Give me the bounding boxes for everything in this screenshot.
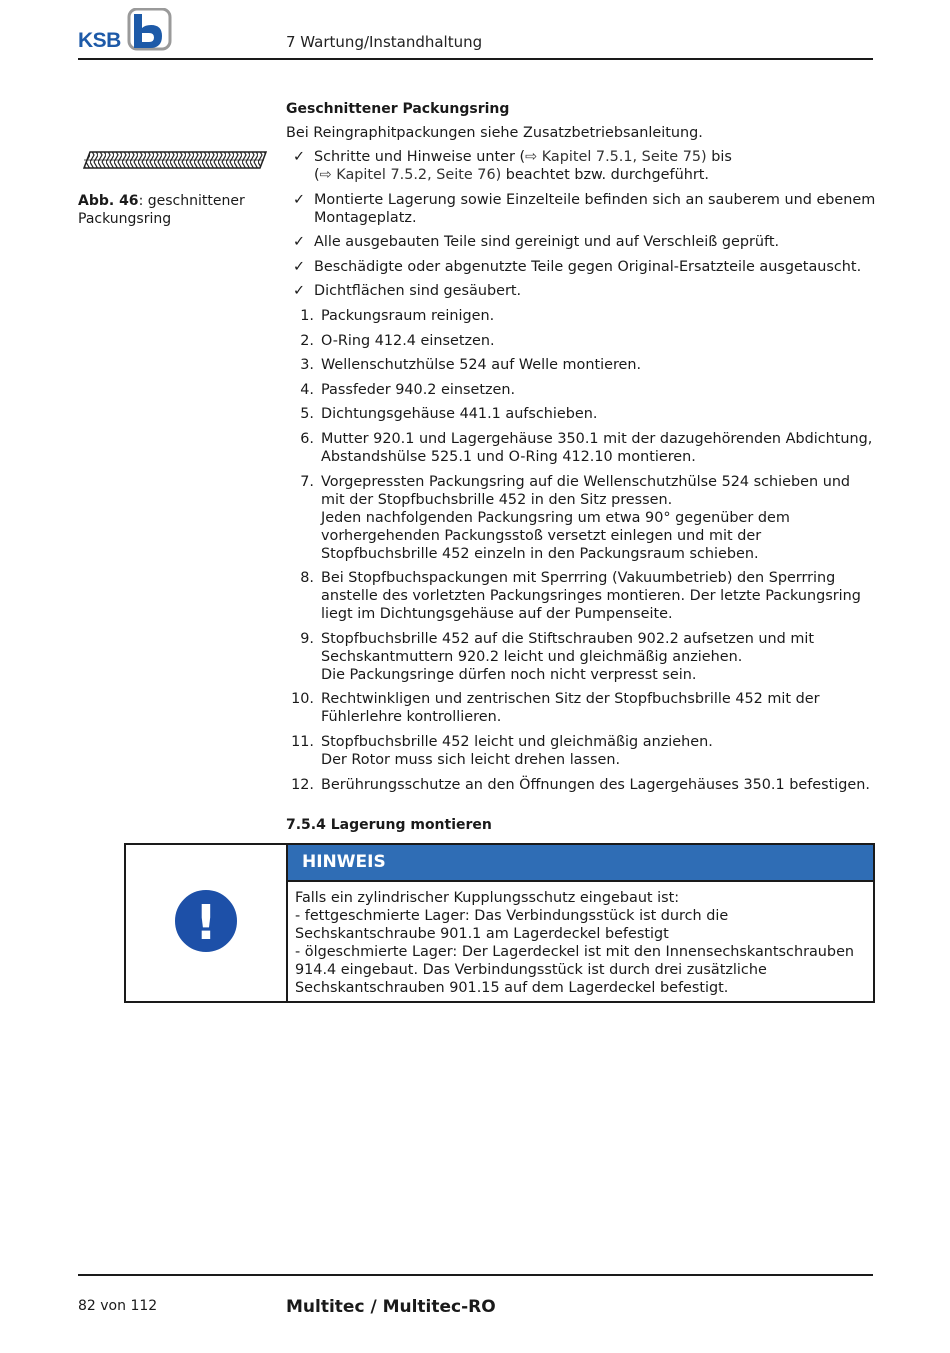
step-number: 11.	[291, 733, 314, 750]
check-icon: ✓	[293, 191, 306, 208]
check-text: Alle ausgebauten Teile sind gereinigt und auf Verschleiß geprüft.	[314, 234, 780, 251]
step-item	[286, 405, 876, 423]
step-text: Passfeder 940.2 einsetzen.	[321, 381, 516, 398]
step-number: 6.	[300, 430, 314, 447]
check-text: Montierte Lagerung sowie Einzelteile befinden sich an sauberem und ebenem Montageplatz.	[314, 191, 876, 226]
step-item	[286, 332, 876, 350]
header-rule	[78, 58, 873, 60]
step-number: 7.	[300, 473, 314, 490]
cross-reference-link[interactable]	[320, 167, 502, 183]
step-text: Der Rotor muss sich leicht drehen lassen.	[321, 751, 621, 768]
notice-line: - fettgeschmierte Lager: Das Verbindungsstück ist durch die Sechskantschraube 901.1 am Lagerdeckel befestigt	[295, 908, 729, 942]
check-icon: ✓	[293, 234, 306, 251]
step-item	[286, 776, 876, 794]
notice-title: HINWEIS	[288, 845, 873, 882]
step-number: 5.	[300, 406, 314, 423]
reference-text: Kapitel 7.5.1, Seite 75)	[537, 149, 707, 165]
step-text: Stopfbuchsbrille 452 auf die Stiftschrauben 902.2 aufsetzen und mit Sechskantmuttern 920.2 leicht und gleichmäßig anziehen.	[321, 630, 815, 665]
step-number: 9.	[300, 630, 314, 647]
step-text: O-Ring 412.4 einsetzen.	[321, 332, 495, 349]
step-text: Vorgepressten Packungsring auf die Wellenschutzhülse 524 schieben und mit der Stopfbuchsbrille 452 in den Sitz pressen.	[321, 473, 851, 508]
step-item	[286, 307, 876, 325]
check-text: bis	[706, 149, 732, 165]
step-item	[286, 630, 876, 684]
packing-ring-illustration	[82, 148, 268, 172]
notice-body	[295, 889, 863, 997]
step-text: Jeden nachfolgenden Packungsring um etwa 90° gegenüber dem vorhergehenden Packungsstoß versetzt einlegen und mit der Stopfbuchsbrille 452 einzeln in den Packungsraum schieben.	[321, 509, 790, 562]
reference-text: Kapitel 7.5.2, Seite 76)	[331, 167, 502, 183]
check-text: Schritte und Hinweise unter (	[314, 149, 526, 165]
exclamation-icon	[171, 886, 241, 956]
step-text: Die Packungsringe dürfen noch nicht verpresst sein.	[321, 666, 697, 683]
step-text: Packungsraum reinigen.	[321, 307, 495, 324]
ksb-logo	[78, 8, 174, 52]
check-text: Beschädigte oder abgenutzte Teile gegen Original-Ersatzteile ausgetauscht.	[314, 258, 862, 275]
list-item	[286, 191, 876, 227]
header-section-title: 7 Wartung/Instandhaltung	[286, 33, 483, 51]
step-text: Dichtungsgehäuse 441.1 aufschieben.	[321, 406, 598, 423]
intro-text: Bei Reingraphitpackungen siehe Zusatzbetriebsanleitung.	[286, 125, 703, 141]
logo-mark-icon	[126, 8, 172, 52]
figure-caption	[78, 192, 270, 228]
step-text: Berührungsschutze an den Öffnungen des Lagergehäuses 350.1 befestigen.	[321, 776, 870, 793]
step-item	[286, 473, 876, 563]
step-text: Stopfbuchsbrille 452 leicht und gleichmäßig anziehen.	[321, 733, 713, 750]
step-item	[286, 430, 876, 466]
arrow-right-icon: ⇨	[319, 167, 332, 183]
notice-box	[124, 843, 875, 1003]
step-item	[286, 690, 876, 726]
notice-line: - ölgeschmierte Lager: Der Lagerdeckel ist mit den Innensechskantschrauben 914.4 eingebaut. Das Verbindungsstück ist durch drei zusätzliche Sechskantschrauben 901.15 auf dem Lagerdeckel befestigt.	[295, 944, 855, 996]
list-item	[286, 282, 876, 300]
list-item	[286, 233, 876, 251]
procedure-steps	[286, 307, 876, 794]
check-icon: ✓	[293, 283, 306, 300]
notice-line: Falls ein zylindrischer Kupplungsschutz eingebaut ist:	[295, 890, 680, 906]
arrow-right-icon: ⇨	[525, 149, 538, 165]
logo-wordmark: KSB	[78, 29, 121, 52]
check-icon: ✓	[293, 258, 306, 275]
list-item	[286, 258, 876, 276]
subheading: Geschnittener Packungsring	[286, 101, 510, 117]
step-number: 10.	[291, 691, 314, 708]
figure-caption-text: geschnittener Packungsring	[78, 193, 245, 227]
step-number: 12.	[291, 776, 314, 793]
step-item	[286, 733, 876, 769]
figure-number: Abb. 46	[78, 193, 139, 209]
notice-icon-cell	[126, 845, 288, 1001]
step-text: Wellenschutzhülse 524 auf Welle montieren.	[321, 357, 642, 374]
step-text: Mutter 920.1 und Lagergehäuse 350.1 mit der dazugehörenden Abdichtung, Abstandshülse 525.1 und O-Ring 412.10 montieren.	[321, 430, 873, 465]
step-text: Rechtwinkligen und zentrischen Sitz der Stopfbuchsbrille 452 mit der Fühlerlehre kontrollieren.	[321, 691, 820, 726]
check-text: Dichtflächen sind gesäubert.	[314, 283, 522, 300]
step-item	[286, 569, 876, 623]
main-content	[286, 100, 876, 800]
figure-packing-ring	[78, 148, 270, 228]
check-text: beachtet bzw. durchgeführt.	[501, 167, 709, 183]
step-number: 2.	[300, 332, 314, 349]
step-number: 4.	[300, 381, 314, 398]
step-item	[286, 356, 876, 374]
cross-reference-link[interactable]	[525, 149, 707, 165]
step-number: 3.	[300, 357, 314, 374]
step-text: Bei Stopfbuchspackungen mit Sperrring (Vakuumbetrieb) den Sperrring anstelle des vorletzten Packungsringes montieren. Der letzte Packungsring liegt im Dichtungsgehäuse auf der Pumpenseite.	[321, 570, 861, 623]
page-number: 82 von 112	[78, 1298, 158, 1314]
section-heading: 7.5.4 Lagerung montieren	[286, 817, 492, 833]
step-item	[286, 381, 876, 399]
check-icon: ✓	[293, 149, 306, 165]
document-title: Multitec / Multitec-RO	[286, 1297, 496, 1317]
check-text: (	[314, 167, 320, 183]
exclamation-glyph: !	[195, 895, 217, 951]
list-item	[286, 148, 876, 184]
step-number: 8.	[300, 570, 314, 587]
prerequisite-list	[286, 148, 876, 300]
footer-rule	[78, 1274, 873, 1276]
step-number: 1.	[300, 307, 314, 324]
figure-caption-separator: :	[138, 193, 144, 209]
